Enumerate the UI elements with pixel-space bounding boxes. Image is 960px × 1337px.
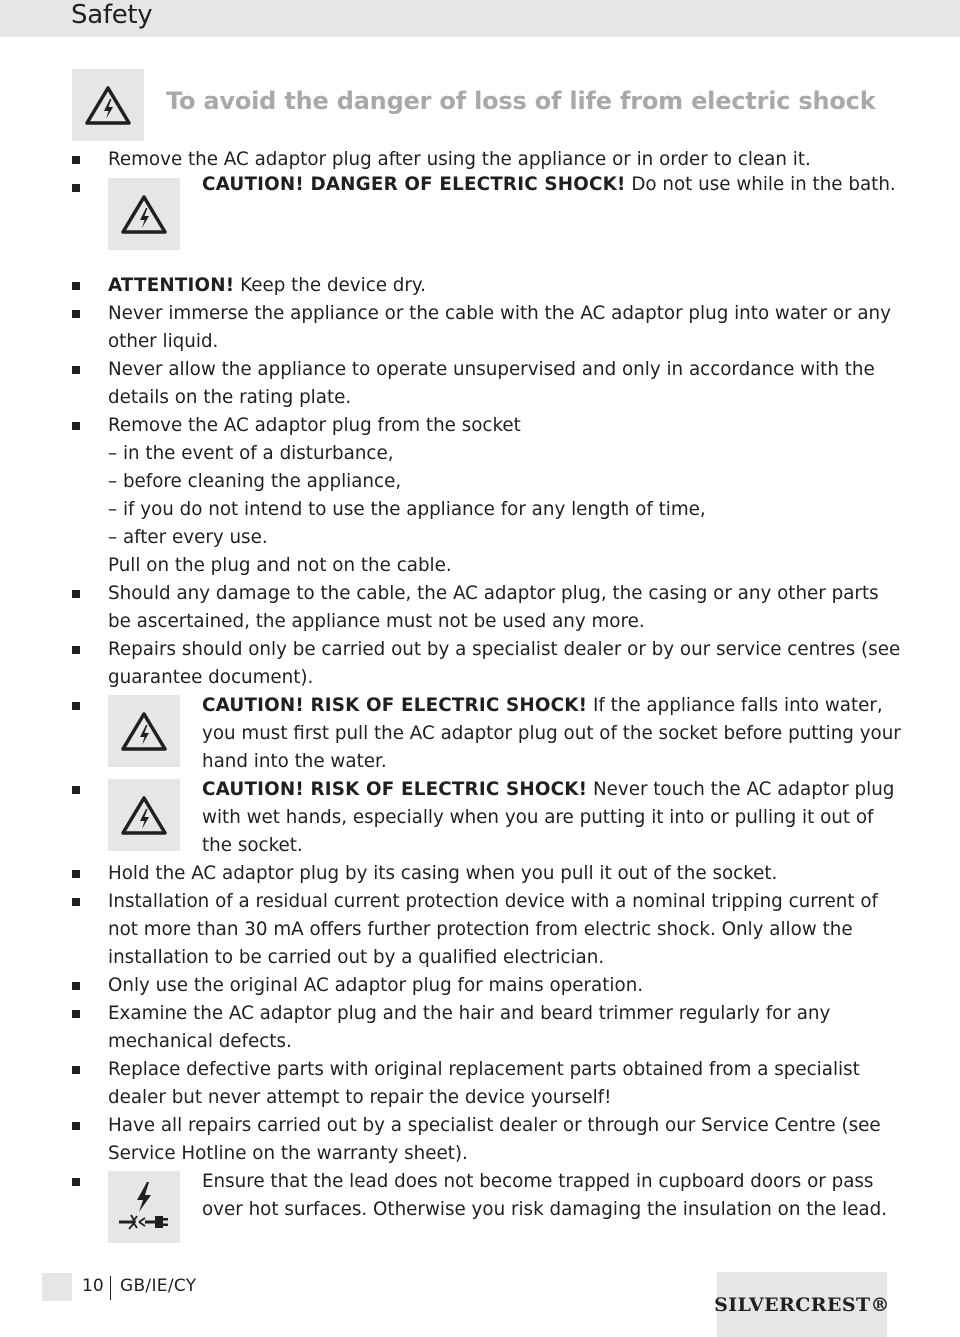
bullet — [72, 982, 80, 990]
brand-logo: SILVERCREST® — [714, 1293, 890, 1316]
caution-label: CAUTION! DANGER OF ELECTRIC SHOCK! — [202, 174, 626, 195]
bullet — [72, 422, 80, 430]
page-number: 10 — [82, 1276, 104, 1296]
list-item — [72, 972, 902, 1000]
list-item — [72, 860, 902, 888]
item-with-icon — [108, 776, 902, 860]
item-text: Repairs should only be carried out by a specialist dealer or by our service centres (see guarantee document). — [108, 639, 901, 688]
list-item — [72, 356, 902, 412]
item-text: Remove the AC adaptor plug from the socket — [108, 415, 521, 436]
list-item — [72, 776, 902, 860]
list-item — [72, 888, 902, 972]
bullet — [72, 1010, 80, 1018]
bullet — [72, 786, 80, 794]
item-text: Should any damage to the cable, the AC adaptor plug, the casing or any other parts be ascertained, the appliance must not be used any more. — [108, 583, 879, 632]
item-text — [202, 171, 902, 250]
warning-box — [108, 695, 180, 767]
list-item — [72, 1112, 902, 1168]
caution-label: CAUTION! RISK OF ELECTRIC SHOCK! — [202, 695, 588, 716]
bullet — [72, 702, 80, 710]
region-code: GB/IE/CY — [120, 1276, 197, 1296]
bullet — [72, 1066, 80, 1074]
bullet — [72, 590, 80, 598]
item-with-icon — [108, 692, 902, 776]
bullet — [72, 898, 80, 906]
high-voltage-warning-icon — [121, 795, 167, 835]
safety-list — [72, 146, 902, 1243]
bullet — [72, 646, 80, 654]
section-heading — [72, 69, 876, 141]
list-item — [72, 692, 902, 776]
bullet — [72, 184, 80, 192]
list-item — [72, 300, 902, 356]
warning-box — [108, 1171, 180, 1243]
item-text: Installation of a residual current protection device with a nominal tripping current of not more than 30 mA offers further protection from electric shock. Only allow the installation to be carried out by a qualified electrician. — [108, 891, 878, 968]
item-text: Never allow the appliance to operate unsupervised and only in accordance with the details on the rating plate. — [108, 359, 875, 408]
item-text: Remove the AC adaptor plug after using the appliance or in order to clean it. — [108, 149, 811, 170]
high-voltage-warning-icon — [85, 85, 131, 125]
list-item — [72, 272, 902, 300]
section-title: To avoid the danger of loss of life from electric shock — [166, 87, 876, 115]
list-item — [72, 1056, 902, 1112]
sub-item: – before cleaning the appliance, — [108, 471, 402, 492]
warning-box — [72, 69, 144, 141]
item-text: Examine the AC adaptor plug and the hair and beard trimmer regularly for any mechanical defects. — [108, 1003, 831, 1052]
list-item — [72, 580, 902, 636]
item-with-icon — [108, 174, 902, 250]
caution-label: CAUTION! RISK OF ELECTRIC SHOCK! — [202, 779, 588, 800]
caution-text: Never touch the AC adaptor plug with wet hands, especially when you are putting it into or pulling it out of the socket. — [202, 779, 895, 856]
bullet — [72, 156, 80, 164]
sub-item: – in the event of a disturbance, — [108, 443, 394, 464]
page-title: Safety — [71, 0, 153, 30]
item-text: Ensure that the lead does not become trapped in cupboard doors or pass over hot surfaces. Otherwise you risk damaging the insulation on the lead. — [202, 1171, 888, 1220]
list-item — [72, 412, 902, 580]
list-item — [72, 1168, 902, 1243]
sub-item: – after every use. — [108, 527, 268, 548]
caution-text: If the appliance falls into water, you must first pull the AC adaptor plug out of the socket before putting your hand into the water. — [202, 695, 901, 772]
warning-box — [108, 779, 180, 851]
header-bar — [0, 0, 960, 37]
caution-text: Do not use while in the bath. — [625, 174, 896, 195]
list-item — [72, 146, 902, 174]
bullet — [72, 1178, 80, 1186]
item-text: Never immerse the appliance or the cable with the AC adaptor plug into water or any other liquid. — [108, 303, 891, 352]
high-voltage-warning-icon — [121, 711, 167, 751]
list-item — [72, 1000, 902, 1056]
item-text — [202, 692, 902, 776]
spacer — [72, 250, 902, 272]
bullet — [72, 870, 80, 878]
item-tail: Pull on the plug and not on the cable. — [108, 555, 452, 576]
bullet — [72, 310, 80, 318]
bullet — [72, 282, 80, 290]
warning-box — [108, 178, 180, 250]
item-text: Only use the original AC adaptor plug for mains operation. — [108, 975, 644, 996]
list-item — [72, 174, 902, 250]
footer-divider — [110, 1276, 111, 1300]
item-text: Have all repairs carried out by a specialist dealer or through our Service Centre (see Service Hotline on the warranty sheet). — [108, 1115, 881, 1164]
caution-label: ATTENTION! — [108, 275, 235, 296]
item-text: Hold the AC adaptor plug by its casing when you pull it out of the socket. — [108, 863, 778, 884]
high-voltage-warning-icon — [121, 194, 167, 234]
brand-logo-box — [714, 1272, 890, 1337]
caution-text: Keep the device dry. — [234, 275, 426, 296]
item-text: Replace defective parts with original replacement parts obtained from a specialist dealer but never attempt to repair the device yourself! — [108, 1059, 860, 1108]
bullet — [72, 1122, 80, 1130]
item-with-icon — [108, 1168, 902, 1243]
sub-item: – if you do not intend to use the appliance for any length of time, — [108, 499, 706, 520]
item-text — [108, 272, 902, 300]
damaged-lead-warning-icon — [115, 1178, 173, 1236]
page-number-box — [42, 1273, 72, 1301]
item-text — [202, 776, 902, 860]
bullet — [72, 366, 80, 374]
list-item — [72, 636, 902, 692]
